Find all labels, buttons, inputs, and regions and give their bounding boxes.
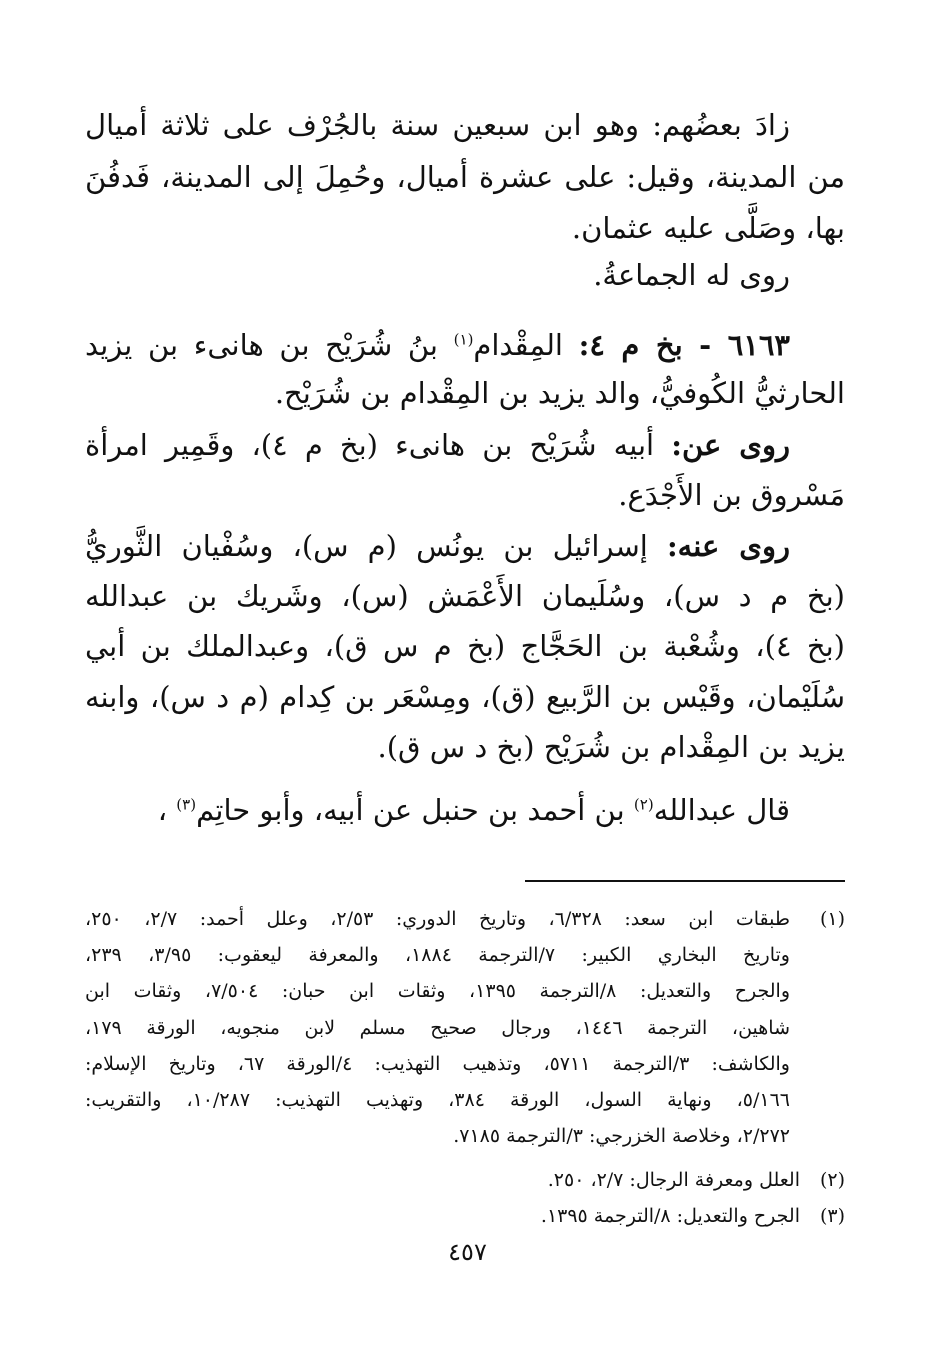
narrated-from-line-2: مَسْروق بن الأَجْدَع. <box>618 478 845 512</box>
paragraph-2: روى له الجماعةُ. <box>593 258 790 292</box>
footnote-2 <box>85 1163 845 1197</box>
narrated-by-line-4: سُلَيْمان، وقَيْس بن الرَّبيع (ق)، ومِسْعَر بن كِدام (م د س)، وابنه <box>85 680 845 714</box>
footnote-1-line-7: ٢/٢٧٢، وخلاصة الخزرجي: ٣/الترجمة ٧١٨٥. <box>453 1125 790 1147</box>
entry-number: ٦١٦٣ - بخ م ٤: <box>578 328 791 362</box>
entry-header-line-2: الحارثيُّ الكُوفيُّ، والد يزيد بن المِقْدام بن شُرَيْح. <box>274 376 845 410</box>
paragraph-1-line-1: زادَ بعضُهم: وهو ابن سبعين سنة بالجُرْف على ثلاثة أميال <box>85 108 790 142</box>
footnote-3 <box>85 1199 845 1233</box>
narrated-from-label: روى عن: <box>671 428 791 462</box>
narrated-from-line-1 <box>85 425 845 465</box>
footnote-1-line-1: طبقات ابن سعد: ٦/٣٢٨، وتاريخ الدوري: ٢/٥٣، وعلل أحمد: ٢/٧، ٢٥٠، <box>85 908 790 930</box>
footnote-2-text: العلل ومعرفة الرجال: ٢/٧، ٢٥٠. <box>547 1169 800 1191</box>
paragraph-1-line-2: من المدينة، وقيل: على عشرة أميال، وحُمِلَ إلى المدينة، فَدفُنَ <box>85 160 845 194</box>
footnote-3-label: (٣) <box>819 1205 845 1227</box>
entry-line-1-rest: بنُ شُرَيْح بن هانىء بن يزيد <box>85 328 439 362</box>
narrated-by-line-3: (بخ ٤)، وشُعْبة بن الحَجَّاج (بخ م س ق)، وعبدالملك بن أبي <box>85 629 845 663</box>
page-number: ٤٥٧ <box>448 1238 487 1266</box>
narrated-by-label: روى عنه: <box>666 529 790 563</box>
footnote-3-text: الجرح والتعديل: ٨/الترجمة ١٣٩٥. <box>540 1205 800 1227</box>
entry-name: المِقْدام <box>473 328 563 362</box>
paragraph-1-line-3: بها، وصَلَّى عليه عثمان. <box>571 211 845 245</box>
footnote-1-line-4: شاهين، الترجمة ١٤٤٦، ورجال صحيح مسلم لابن منجويه، الورقة ١٧٩، <box>85 1017 790 1039</box>
footnote-separator <box>525 880 845 882</box>
narrated-by-line-2: (بخ م د س)، وسُلَيمان الأَعْمَش (س)، وشَريك بن عبدالله <box>85 579 845 613</box>
footnote-2-label: (٢) <box>819 1169 845 1191</box>
footnote-1-line-2: وتاريخ البخاري الكبير: ٧/الترجمة ١٨٨٤، والمعرفة ليعقوب: ٣/٩٥، ٢٣٩، <box>85 944 790 966</box>
narrated-by-line-5: يزيد بن المِقْدام بن شُرَيْح (بخ د س ق). <box>377 730 845 764</box>
footnote-ref-3: (٣) <box>176 795 197 814</box>
footnote-1-line-3: والجرح والتعديل: ٨/الترجمة ١٣٩٥، وثقات ابن حبان: ٧/٥٠٤، وثقات ابن <box>85 980 790 1002</box>
footnote-1-line-5: والكاشف: ٣/الترجمة ٥٧١١، وتذهيب التهذيب: ٤/الورقة ٦٧، وتاريخ الإسلام: <box>85 1053 790 1075</box>
narrated-by-line-1 <box>85 526 845 566</box>
qala-part-1: قال عبدالله <box>653 793 790 827</box>
narrated-by-text: إسرائيل بن يونُس (م س)، وسُفْيان الثَّوريُّ <box>85 529 648 563</box>
qala-part-2: بن أحمد بن حنبل عن أبيه، وأبو حاتِم <box>196 793 625 827</box>
footnote-1-label: (١) <box>819 908 845 930</box>
footnote-ref-2: (٢) <box>633 795 654 814</box>
footnote-ref-1: (١) <box>453 330 474 349</box>
qala-part-3: ، <box>157 793 168 827</box>
narrated-from-text: أبيه شُرَيْح بن هانىء (بخ م ٤)، وقَمِير امرأة <box>85 428 655 462</box>
qala-line <box>85 790 845 830</box>
footnote-1-line-6: ٥/١٦٦، ونهاية السول، الورقة ٣٨٤، وتهذيب التهذيب: ١٠/٢٨٧، والتقريب: <box>85 1089 791 1111</box>
entry-header-line-1 <box>85 325 845 365</box>
